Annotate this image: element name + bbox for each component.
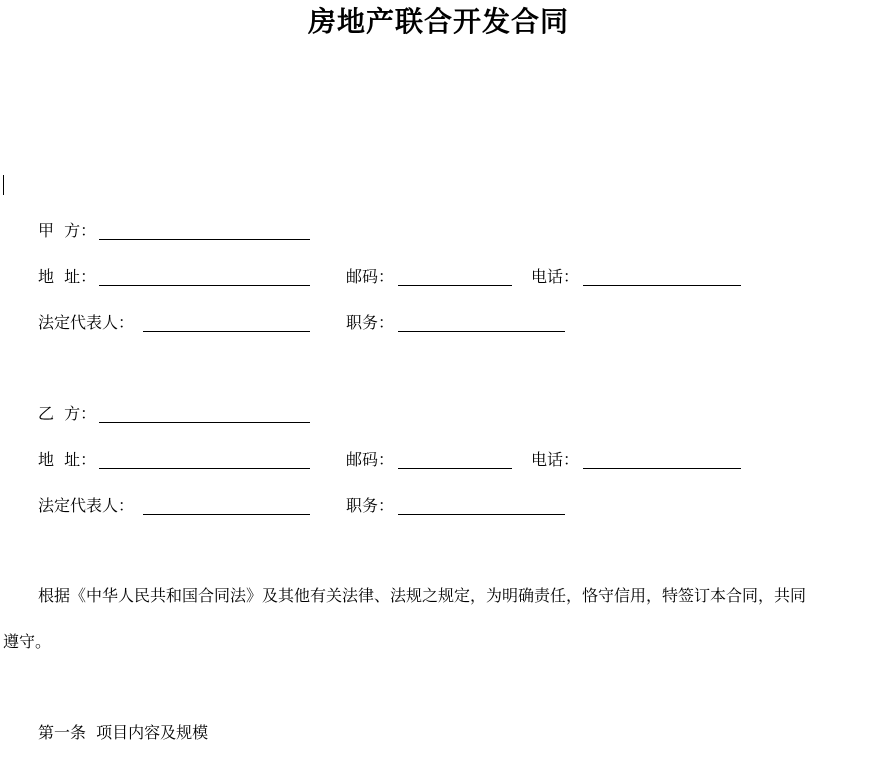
party-b-label: 乙 方： xyxy=(38,404,97,423)
party-a-position-label: 职务： xyxy=(346,313,395,332)
party-b-legal-rep-label: 法定代表人： xyxy=(38,496,135,515)
party-b-legal-rep-blank[interactable] xyxy=(143,514,310,515)
party-b-address-row xyxy=(0,449,877,475)
party-a-address-row xyxy=(0,266,877,292)
party-a-postcode-label: 邮码： xyxy=(346,267,395,286)
preamble-line-1: 根据《中华人民共和国合同法》及其他有关法律、法规之规定，为明确责任，恪守信用，特签订本合同，共同 xyxy=(38,586,807,605)
party-a-phone-label: 电话： xyxy=(531,267,580,286)
party-b-phone-label: 电话： xyxy=(531,450,580,469)
party-a-legal-rep-label: 法定代表人： xyxy=(38,313,135,332)
party-a-phone-blank[interactable] xyxy=(583,285,741,286)
article-1-heading: 第一条 项目内容及规模 xyxy=(38,723,209,742)
party-b-position-blank[interactable] xyxy=(398,514,565,515)
party-a-postcode-blank[interactable] xyxy=(398,285,512,286)
party-a-label: 甲 方： xyxy=(38,221,97,240)
party-a-address-blank[interactable] xyxy=(99,285,310,286)
party-b-position-label: 职务： xyxy=(346,496,395,515)
party-b-legal-rep-row xyxy=(0,495,877,521)
party-a-legal-rep-row xyxy=(0,312,877,338)
party-b-postcode-label: 邮码： xyxy=(346,450,395,469)
party-b-postcode-blank[interactable] xyxy=(398,468,512,469)
party-b-address-blank[interactable] xyxy=(99,468,310,469)
party-a-position-blank[interactable] xyxy=(398,331,565,332)
document-title: 房地产联合开发合同 xyxy=(307,5,569,38)
party-b-address-label: 地 址： xyxy=(38,450,97,469)
text-cursor xyxy=(3,175,4,195)
party-b-name-row xyxy=(0,403,877,429)
party-a-address-label: 地 址： xyxy=(38,267,97,286)
party-a-name-blank[interactable] xyxy=(99,239,310,240)
party-b-phone-blank[interactable] xyxy=(583,468,741,469)
party-b-name-blank[interactable] xyxy=(99,422,310,423)
party-a-name-row xyxy=(0,220,877,246)
party-a-legal-rep-blank[interactable] xyxy=(143,331,310,332)
preamble-line-2: 遵守。 xyxy=(3,632,52,651)
